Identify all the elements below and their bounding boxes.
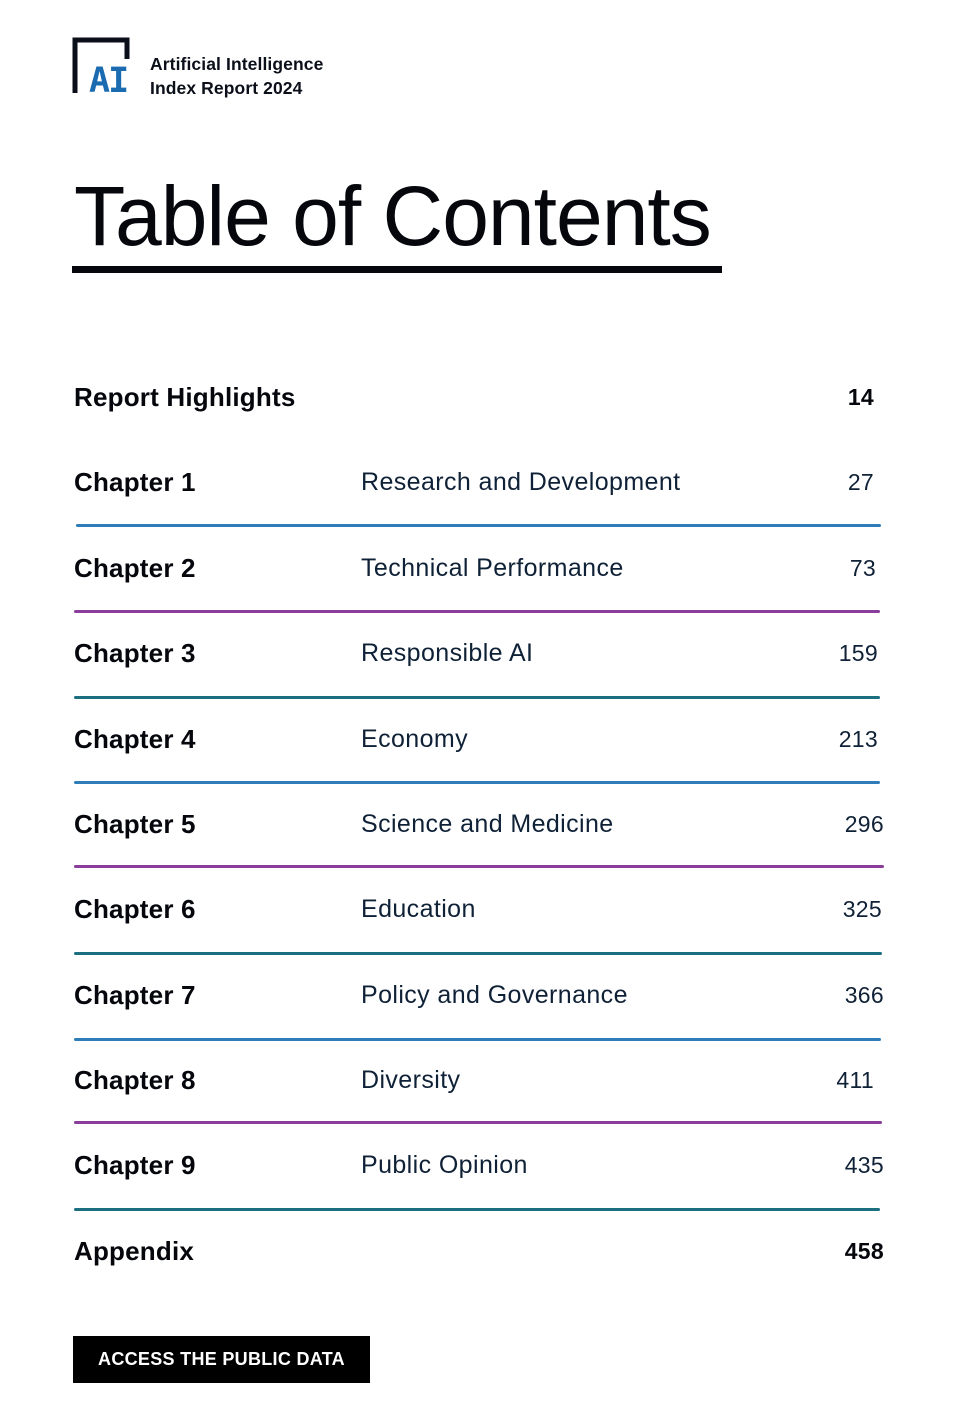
toc-divider <box>74 781 880 784</box>
toc-row-chapter-6[interactable] <box>74 889 886 929</box>
toc-row-chapter-2[interactable] <box>74 548 886 588</box>
toc-page-number: 435 <box>844 1152 884 1178</box>
toc-label: Chapter 8 <box>74 1065 196 1095</box>
page-title: Table of Contents <box>74 169 711 263</box>
ai-index-logo-icon <box>72 37 136 97</box>
toc-divider <box>76 524 881 527</box>
toc-page-number: 213 <box>838 726 878 752</box>
toc-label: Chapter 3 <box>74 638 196 668</box>
toc-chapter-title: Public Opinion <box>361 1151 528 1179</box>
toc-row-chapter-3[interactable] <box>74 633 886 673</box>
toc-chapter-title: Economy <box>361 725 469 753</box>
toc-page-number: 411 <box>836 1067 874 1093</box>
toc-label: Appendix <box>74 1236 195 1266</box>
toc-divider <box>74 865 884 868</box>
logo-line-1: Artificial Intelligence <box>150 54 324 74</box>
toc-chapter-title: Science and Medicine <box>361 810 614 838</box>
svg-text:AI: AI <box>89 61 128 97</box>
toc-row-appendix[interactable] <box>74 1231 886 1271</box>
toc-chapter-title: Diversity <box>361 1066 461 1094</box>
toc-page-number: 366 <box>844 982 884 1008</box>
access-public-data-button[interactable]: ACCESS THE PUBLIC DATA <box>73 1336 370 1383</box>
toc-label: Chapter 9 <box>74 1150 196 1180</box>
toc-row-chapter-8[interactable] <box>74 1060 886 1100</box>
title-underline <box>72 266 722 273</box>
toc-divider <box>74 952 882 955</box>
toc-page-number: 27 <box>847 469 874 495</box>
toc-row-highlights[interactable] <box>74 377 886 417</box>
toc-chapter-title: Research and Development <box>361 468 681 496</box>
report-logo <box>72 37 323 100</box>
toc-label: Chapter 2 <box>74 553 196 583</box>
toc-chapter-title: Education <box>361 895 476 923</box>
toc-label: Chapter 4 <box>74 724 196 754</box>
toc-row-chapter-5[interactable] <box>74 804 886 844</box>
toc-page-number: 458 <box>844 1238 884 1264</box>
toc-divider <box>74 1208 880 1211</box>
toc-page-number: 73 <box>849 555 876 581</box>
logo-wordmark <box>150 52 323 100</box>
toc-chapter-title: Technical Performance <box>361 554 624 582</box>
toc-page-number: 296 <box>844 811 884 837</box>
toc-label: Chapter 7 <box>74 980 196 1010</box>
toc-page-number: 325 <box>842 896 882 922</box>
logo-line-2: Index Report 2024 <box>150 78 303 98</box>
toc-page-number: 159 <box>838 640 878 666</box>
toc-label: Report Highlights <box>74 382 296 412</box>
toc-page-number: 14 <box>847 384 874 410</box>
toc-row-chapter-4[interactable] <box>74 719 886 759</box>
toc-chapter-title: Policy and Governance <box>361 981 628 1009</box>
toc-divider <box>74 1038 881 1041</box>
toc-label: Chapter 1 <box>74 467 196 497</box>
toc-divider <box>74 610 880 613</box>
toc-divider <box>74 1121 882 1124</box>
toc-divider <box>74 696 880 699</box>
toc-row-chapter-7[interactable] <box>74 975 886 1015</box>
toc-chapter-title: Responsible AI <box>361 639 534 667</box>
toc-label: Chapter 6 <box>74 894 196 924</box>
toc-row-chapter-1[interactable] <box>74 462 886 502</box>
toc-label: Chapter 5 <box>74 809 196 839</box>
toc-row-chapter-9[interactable] <box>74 1145 886 1185</box>
